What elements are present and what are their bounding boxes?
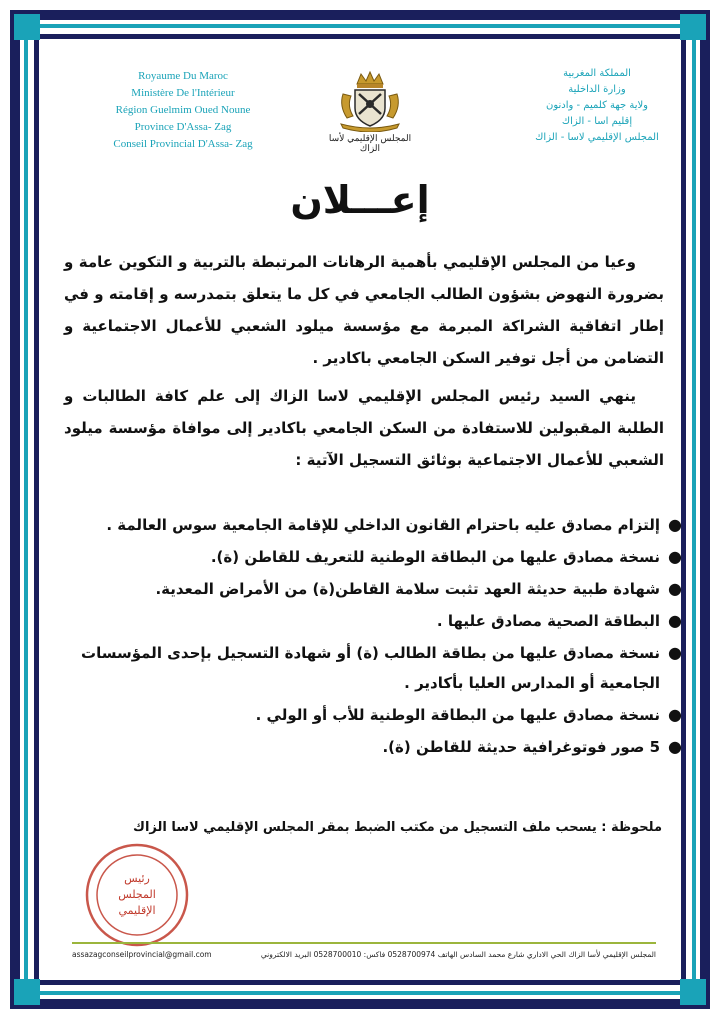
header-fr-line: Conseil Provincial D'Assa- Zag [113, 138, 253, 150]
list-item [60, 606, 682, 636]
header-fr-line: Royaume Du Maroc [138, 70, 228, 82]
list-item-text: 5 صور فوتوغرافية حديثة للقاطن (ة). [382, 738, 660, 756]
header-arabic [522, 66, 672, 146]
registration-note: ملحوظة : يسحب ملف التسجيل من مكتب الضبط بمقر المجلس الإقليمي لاسا الزاك [133, 820, 662, 835]
frame-corner-ornament [680, 979, 706, 1005]
list-item-text: شهادة طبية حديثة العهد تثبت سلامة القاطن(ة) من الأمراض المعدية. [155, 580, 660, 598]
intro-paragraph: وعيا من المجلس الإقليمي بأهمية الرهانات المرتبطة بالتربية و التكوين عامة و بضرورة النهوض بشؤون الطالب الجامعي في كل ما يتعلق بتمدرسه و إقامته و في إطار اتفاقية الشراكة المبرمة مع مؤسسة ميلود الشعبي للأعمال الاجتماعية و التضامن من أجل توفير السكن الجامعي باكادير . [64, 253, 664, 367]
list-item [60, 732, 682, 762]
header-french [78, 68, 288, 153]
stamp-line: المجلس [118, 888, 156, 901]
bullet-icon: ● [668, 515, 682, 534]
frame-corner-ornament [14, 14, 40, 40]
required-documents-list [60, 510, 684, 764]
header-fr-line: Ministère De l'Intérieur [131, 87, 235, 99]
header-ar-line: ولاية جهة كلميم - وادنون [545, 100, 649, 111]
header-fr-line: Région Guelmim Oued Noune [115, 104, 251, 116]
header-fr-line: Province D'Assa- Zag [134, 121, 232, 133]
list-item [60, 510, 682, 540]
header-ar-line: المملكة المغربية [563, 68, 631, 79]
announcement-title: إعـــلان [290, 178, 430, 222]
bullet-icon: ● [668, 547, 682, 566]
official-stamp-icon [84, 842, 190, 948]
list-item-text: نسخة مصادق عليها من البطاقة الوطنية للتعريف للقاطن (ة). [210, 548, 660, 566]
stamp-line: رئيس [124, 872, 150, 885]
footer [72, 950, 656, 959]
stamp-line: الإقليمي [118, 904, 156, 917]
list-item [60, 574, 682, 604]
header-ar-line: وزارة الداخلية [568, 84, 626, 95]
footer-email[interactable]: assazagconseilprovincial@gmail.com [72, 950, 212, 959]
footer-address: المجلس الإقليمي لأسا الزاك الحي الاداري شارع محمد السادس الهاتف 0528700974 فاكس: 0528700010 البريد الالكتروني [260, 950, 656, 959]
bullet-icon: ● [668, 705, 682, 724]
list-item [60, 542, 682, 572]
list-item-text: نسخة مصادق عليها من بطاقة الطالب (ة) أو شهادة التسجيل بإحدى المؤسسات الجامعية أو المدارس العليا بأكادير . [81, 644, 660, 692]
emblem-caption: المجلس الإقليمي لأسا الزاك [328, 134, 412, 154]
frame-corner-ornament [14, 979, 40, 1005]
footer-divider [72, 942, 656, 944]
list-item-text: إلتزام مصادق عليه باحترام القانون الداخلي للإقامة الجامعية سوس العالمة . [106, 516, 660, 534]
bullet-icon: ● [668, 579, 682, 598]
list-item [60, 700, 682, 730]
notice-paragraph: ينهي السيد رئيس المجلس الإقليمي لاسا الزاك إلى علم كافة الطالبات و الطلبة المقبولين للاستفادة من السكن الجامعي باكادير إلى موافاة مؤسسة ميلود الشعبي للأعمال الاجتماعية بوثائق التسجيل الآتية : [64, 387, 664, 469]
frame-corner-ornament [680, 14, 706, 40]
list-item-text: البطاقة الصحية مصادق عليها . [436, 612, 660, 630]
announcement-body [64, 246, 664, 482]
header-ar-line: إقليم اسا - الزاك [561, 116, 633, 127]
list-item-text: نسخة مصادق عليها من البطاقة الوطنية للأب أو الولي . [255, 706, 660, 724]
coat-of-arms [320, 70, 420, 160]
bullet-icon: ● [668, 643, 682, 662]
list-item [60, 638, 682, 698]
coat-of-arms-icon [335, 70, 405, 132]
bullet-icon: ● [668, 737, 682, 756]
header-ar-line: المجلس الإقليمي لاسا - الزاك [535, 132, 659, 143]
bullet-icon: ● [668, 611, 682, 630]
